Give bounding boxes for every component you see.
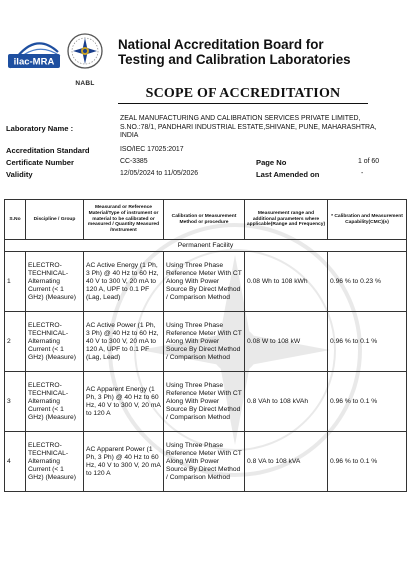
cell-measurand: AC Apparent Energy (1 Ph, 3 Ph) @ 40 Hz to 60 Hz, 40 V to 300 V, 20 mA to 120 A bbox=[84, 372, 164, 432]
organization-title-line1: National Accreditation Board for bbox=[118, 37, 324, 52]
organization-title bbox=[118, 38, 408, 67]
scope-title: SCOPE OF ACCREDITATION bbox=[145, 86, 341, 101]
header-method: Calibration or Measurement Method or procedure bbox=[164, 200, 245, 240]
cell-cmc: 0.96 % to 0.23 % bbox=[328, 252, 407, 312]
accreditation-standard-value: ISO/IEC 17025:2017 bbox=[120, 146, 184, 153]
certificate-number-value: CC-3385 bbox=[120, 158, 148, 165]
page-number-label: Page No bbox=[256, 158, 287, 167]
table-row bbox=[5, 432, 407, 492]
table-header-row bbox=[5, 200, 407, 240]
organization-title-line2: Testing and Calibration Laboratories bbox=[118, 51, 351, 67]
table-row bbox=[5, 312, 407, 372]
cell-sno: 4 bbox=[5, 432, 26, 492]
cell-cmc: 0.96 % to 0.1 % bbox=[328, 372, 407, 432]
cell-measurand: AC Active Power (1 Ph, 3 Ph) @ 40 Hz to 60 Hz, 40 V to 300 V, 20 mA to 120 A, UPF to 0.1 PF (Lag, Lead) bbox=[84, 312, 164, 372]
header-sno: S.No bbox=[5, 200, 26, 240]
nabl-logo-text: NABL bbox=[75, 80, 95, 87]
section-permanent-facility: Permanent Facility bbox=[5, 240, 407, 252]
cell-range: 0.8 VAh to 108 kVAh bbox=[245, 372, 328, 432]
validity-label: Validity bbox=[6, 170, 33, 179]
certificate-number-label: Certificate Number bbox=[6, 158, 74, 167]
cell-range: 0.08 W to 108 kW bbox=[245, 312, 328, 372]
table-row bbox=[5, 252, 407, 312]
nabl-logo bbox=[64, 30, 106, 86]
last-amended-value: - bbox=[361, 170, 364, 177]
accreditation-standard-label: Accreditation Standard bbox=[6, 146, 90, 155]
cell-sno: 1 bbox=[5, 252, 26, 312]
cell-sno: 2 bbox=[5, 312, 26, 372]
laboratory-name-line1: ZEAL MANUFACTURING AND CALIBRATION SERVICES PRIVATE LIMITED, bbox=[120, 115, 361, 122]
cell-range: 0.8 VA to 108 kVA bbox=[245, 432, 328, 492]
section-row bbox=[5, 240, 407, 252]
cell-cmc: 0.96 % to 0.1 % bbox=[328, 312, 407, 372]
last-amended-label: Last Amended on bbox=[256, 170, 320, 179]
validity-value: 12/05/2024 to 11/05/2026 bbox=[120, 170, 199, 177]
header-cmc: * Calibration and Measurement Capability(CMC)(±) bbox=[328, 200, 407, 240]
cell-measurand: AC Active Energy (1 Ph, 3 Ph) @ 40 Hz to 60 Hz, 40 V to 300 V, 20 mA to 120 A, UPF to 0.1 PF (Lag, Lead) bbox=[84, 252, 164, 312]
header-discipline: Discipline / Group bbox=[26, 200, 84, 240]
page-number-value: 1 of 60 bbox=[358, 158, 380, 165]
cell-method: Using Three Phase Reference Meter With CT Along With Power Source By Direct Method / Comparison Method bbox=[164, 432, 245, 492]
header-measurand: Measurand or Reference Material/Type of instrument or material to be calibrated or measured / Quantity Measured /Instrument bbox=[84, 200, 164, 240]
cell-range: 0.08 Wh to 108 kWh bbox=[245, 252, 328, 312]
cell-cmc: 0.96 % to 0.1 % bbox=[328, 432, 407, 492]
svg-text:ilac-MRA: ilac-MRA bbox=[13, 56, 55, 68]
cell-measurand: AC Apparent Power (1 Ph, 3 Ph) @ 40 Hz to 60 Hz, 40 V to 300 V, 20 mA to 120 A bbox=[84, 432, 164, 492]
header-range: Measurement range and additional parameters where applicable(Range and Frequency) bbox=[245, 200, 328, 240]
laboratory-name-label: Laboratory Name : bbox=[6, 124, 74, 133]
cell-discipline: ELECTRO-TECHNICAL- Alternating Current (< 1 GHz) (Measure) bbox=[26, 252, 84, 312]
cell-sno: 3 bbox=[5, 372, 26, 432]
ilac-mra-logo bbox=[6, 34, 62, 78]
scope-title-underline bbox=[118, 103, 368, 104]
cell-discipline: ELECTRO-TECHNICAL- Alternating Current (< 1 GHz) (Measure) bbox=[26, 432, 84, 492]
cell-discipline: ELECTRO-TECHNICAL- Alternating Current (< 1 GHz) (Measure) bbox=[26, 372, 84, 432]
laboratory-name-line2: S.NO.:78/1, PANDHARI INDUSTRIAL ESTATE,SHIVANE, PUNE, MAHARASHTRA, bbox=[120, 123, 377, 131]
table-row bbox=[5, 372, 407, 432]
cell-discipline: ELECTRO-TECHNICAL- Alternating Current (< 1 GHz) (Measure) bbox=[26, 312, 84, 372]
cell-method: Using Three Phase Reference Meter With CT Along With Power Source By Direct Method / Comparison Method bbox=[164, 252, 245, 312]
cell-method: Using Three Phase Reference Meter With CT Along With Power Source By Direct Method / Comparison Method bbox=[164, 312, 245, 372]
scope-table bbox=[4, 199, 407, 492]
cell-method: Using Three Phase Reference Meter With CT Along With Power Source By Direct Method / Comparison Method bbox=[164, 372, 245, 432]
laboratory-name-line3: INDIA bbox=[120, 132, 139, 140]
laboratory-name-value bbox=[120, 115, 377, 141]
